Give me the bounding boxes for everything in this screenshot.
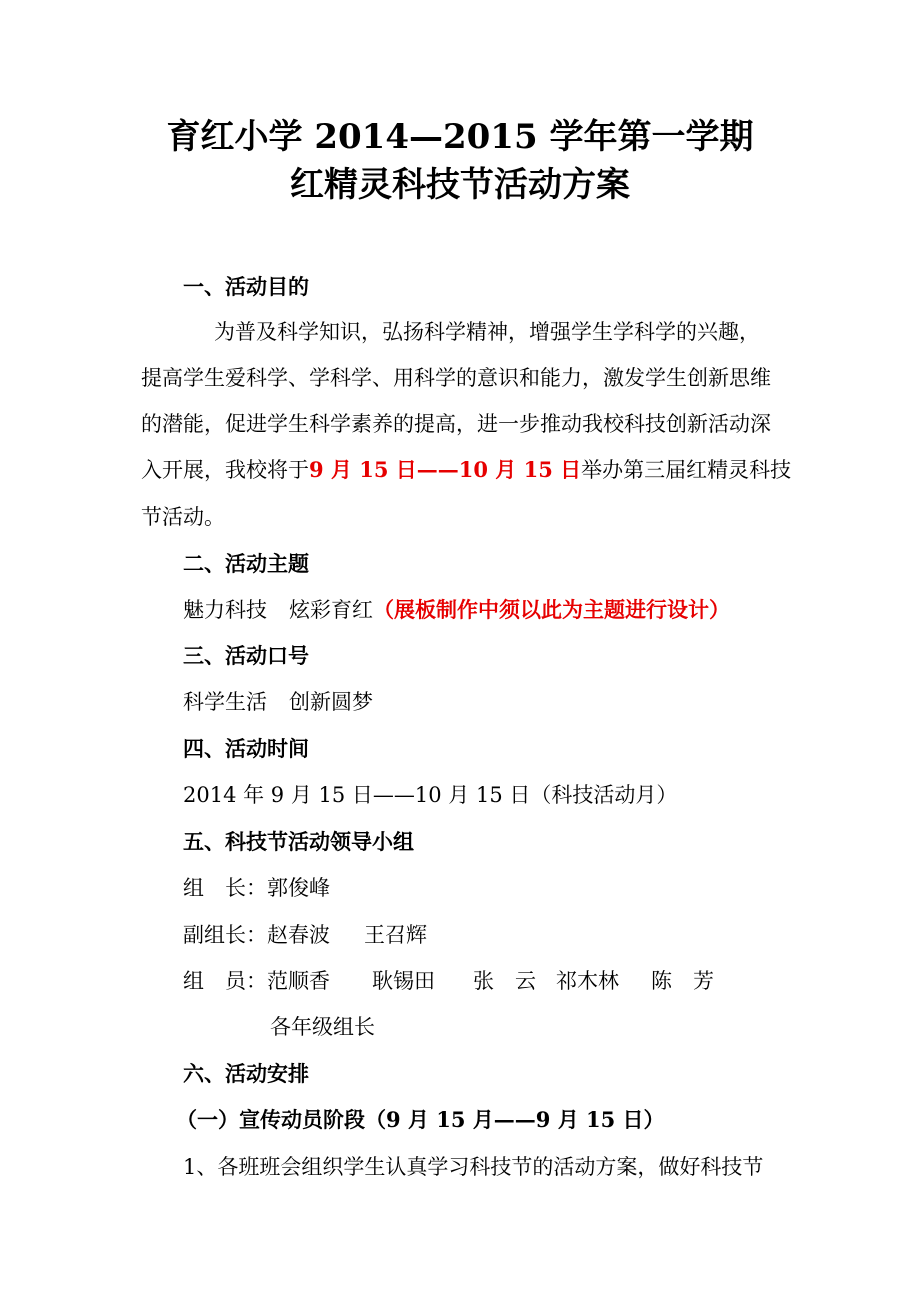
member-name-2: 耿锡田 xyxy=(372,969,435,993)
theme-part-b: 炫彩育红 xyxy=(289,598,373,622)
section-1-paragraph-line-4 xyxy=(141,456,791,484)
member-name-4: 祁木林 xyxy=(556,969,619,993)
theme-design-note: （展板制作中须以此为主题进行设计） xyxy=(373,597,730,622)
members-line xyxy=(183,967,714,995)
section-1-heading: 一、活动目的 xyxy=(183,274,309,299)
member-name-3: 张 云 xyxy=(473,969,536,993)
leader-label: 组 长： xyxy=(183,876,267,900)
event-dates-highlight: 9 月 15 日——10 月 15 日 xyxy=(309,457,582,482)
arrangement-item-1: 1、各班班会组织学生认真学习科技节的活动方案，做好科技节 xyxy=(183,1155,764,1179)
section-1-paragraph-line-1: 为普及科学知识，弘扬科学精神，增强学生学科学的兴趣， xyxy=(214,320,760,344)
document-title-line-1: 育红小学 2014—2015 学年第一学期 xyxy=(166,117,754,157)
section-2-heading: 二、活动主题 xyxy=(183,551,309,576)
deputy-name-b: 王召辉 xyxy=(364,923,427,947)
section-5-heading: 五、科技节活动领导小组 xyxy=(183,829,414,854)
member-name-6: 各年级组长 xyxy=(270,1015,375,1039)
activity-time-text: 2014 年 9 月 15 日——10 月 15 日（科技活动月） xyxy=(183,783,678,807)
theme-part-a: 魅力科技 xyxy=(183,598,267,622)
section-3-heading: 三、活动口号 xyxy=(183,643,309,668)
section-1-line-4-prefix: 入开展，我校将于 xyxy=(141,458,309,482)
member-name-5: 陈 芳 xyxy=(651,969,714,993)
section-1-paragraph-line-2: 提高学生爱科学、学科学、用科学的意识和能力，激发学生创新思维 xyxy=(141,366,771,390)
section-1-paragraph-line-3: 的潜能，促进学生科学素养的提高，进一步推动我校科技创新活动深 xyxy=(141,412,771,436)
deputy-label: 副组长： xyxy=(183,923,267,947)
theme-line xyxy=(183,596,730,624)
deputy-leader-line xyxy=(183,921,427,949)
slogan-line xyxy=(183,688,373,716)
leader-line xyxy=(183,874,330,902)
slogan-part-a: 科学生活 xyxy=(183,690,267,714)
section-4-heading: 四、活动时间 xyxy=(183,736,309,761)
section-1-line-4-suffix: 举办第三届红精灵科技 xyxy=(581,458,792,482)
member-name-1: 范顺香 xyxy=(267,969,330,993)
section-1-paragraph-line-5: 节活动。 xyxy=(141,505,225,529)
section-6-heading: 六、活动安排 xyxy=(183,1061,309,1086)
leader-name: 郭俊峰 xyxy=(267,876,330,900)
document-title-line-2: 红精灵科技节活动方案 xyxy=(290,165,630,205)
phase-1-heading: （一）宣传动员阶段（9 月 15 月——9 月 15 日） xyxy=(176,1107,665,1132)
members-label: 组 员： xyxy=(183,969,267,993)
deputy-name-a: 赵春波 xyxy=(267,923,330,947)
slogan-part-b: 创新圆梦 xyxy=(289,690,373,714)
